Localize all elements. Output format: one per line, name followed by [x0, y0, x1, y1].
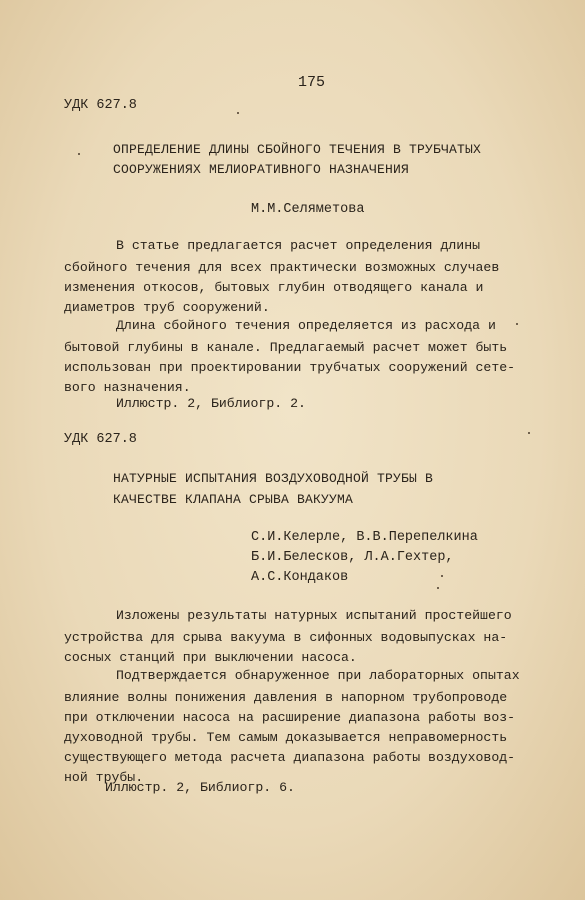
scan-speck: [237, 112, 239, 114]
scan-speck: [528, 432, 530, 434]
article-1-author: М.М.Селяметова: [251, 202, 365, 217]
article-1-para-1-line-1: В статье предлагается расчет определения длины: [116, 238, 481, 253]
article-2-para-2-line-5: существующего метода расчета диапазона работы воздуховод-: [64, 750, 516, 765]
article-2-para-2-line-3: при отключении насоса на расширение диапазона работы воз-: [64, 710, 516, 725]
article-2-title-line-1: НАТУРНЫЕ ИСПЫТАНИЯ ВОЗДУХОВОДНОЙ ТРУБЫ В: [113, 471, 434, 486]
article-2-para-1-line-2: устройства для срыва вакуума в сифонных водовыпусках на-: [64, 630, 508, 645]
article-2-para-1-line-1: Изложены результаты натурных испытаний простейшего: [116, 608, 512, 623]
article-1-title-line-1: ОПРЕДЕЛЕНИЕ ДЛИНЫ СБОЙНОГО ТЕЧЕНИЯ В ТРУБЧАТЫХ: [113, 142, 482, 157]
article-2-para-2-line-2: влияние волны понижения давления в напорном трубопроводе: [64, 690, 508, 705]
article-1-para-2-line-2: бытовой глубины в канале. Предлагаемый расчет может быть: [64, 340, 508, 355]
article-2-para-2-line-1: Подтверждается обнаруженное при лабораторных опытах: [116, 668, 520, 683]
article-1-title-line-2: СООРУЖЕНИЯХ МЕЛИОРАТИВНОГО НАЗНАЧЕНИЯ: [113, 162, 410, 177]
article-1-references: Иллюстр. 2, Библиогр. 2.: [116, 396, 306, 411]
article-2-udk: УДК 627.8: [64, 432, 137, 447]
scan-speck: [516, 323, 518, 325]
article-2-para-2-line-6: ной трубы.: [64, 770, 144, 785]
article-2-para-2-line-4: духоводной трубы. Тем самым доказывается неправомерность: [64, 730, 508, 745]
article-1-para-2-line-3: использован при проектировании трубчатых сооружений сете-: [64, 360, 516, 375]
article-2-authors-line-2: Б.И.Белесков, Л.А.Гехтер,: [251, 550, 454, 565]
scan-speck: [437, 587, 439, 589]
scan-speck: [441, 575, 443, 577]
article-2-title-line-2: КАЧЕСТВЕ КЛАПАНА СРЫВА ВАКУУМА: [113, 492, 354, 507]
article-1-para-1-line-3: изменения откосов, бытовых глубин отводящего канала и: [64, 280, 484, 295]
article-2-authors-line-3: А.С.Кондаков: [251, 570, 349, 585]
scan-speck: [78, 153, 80, 155]
page-number: 175: [298, 74, 326, 91]
article-1-udk: УДК 627.8: [64, 98, 137, 113]
article-1-para-1-line-2: сбойного течения для всех практически возможных случаев: [64, 260, 500, 275]
article-2-para-1-line-3: сосных станций при выключении насоса.: [64, 650, 357, 665]
article-2-references: Иллюстр. 2, Библиогр. 6.: [105, 780, 295, 795]
article-1-para-1-line-4: диаметров труб сооружений.: [64, 300, 270, 315]
article-1-para-2-line-1: Длина сбойного течения определяется из расхода и: [116, 318, 496, 333]
article-1-para-2-line-4: вого назначения.: [64, 380, 191, 395]
article-2-authors-line-1: С.И.Келерле, В.В.Перепелкина: [251, 530, 478, 545]
